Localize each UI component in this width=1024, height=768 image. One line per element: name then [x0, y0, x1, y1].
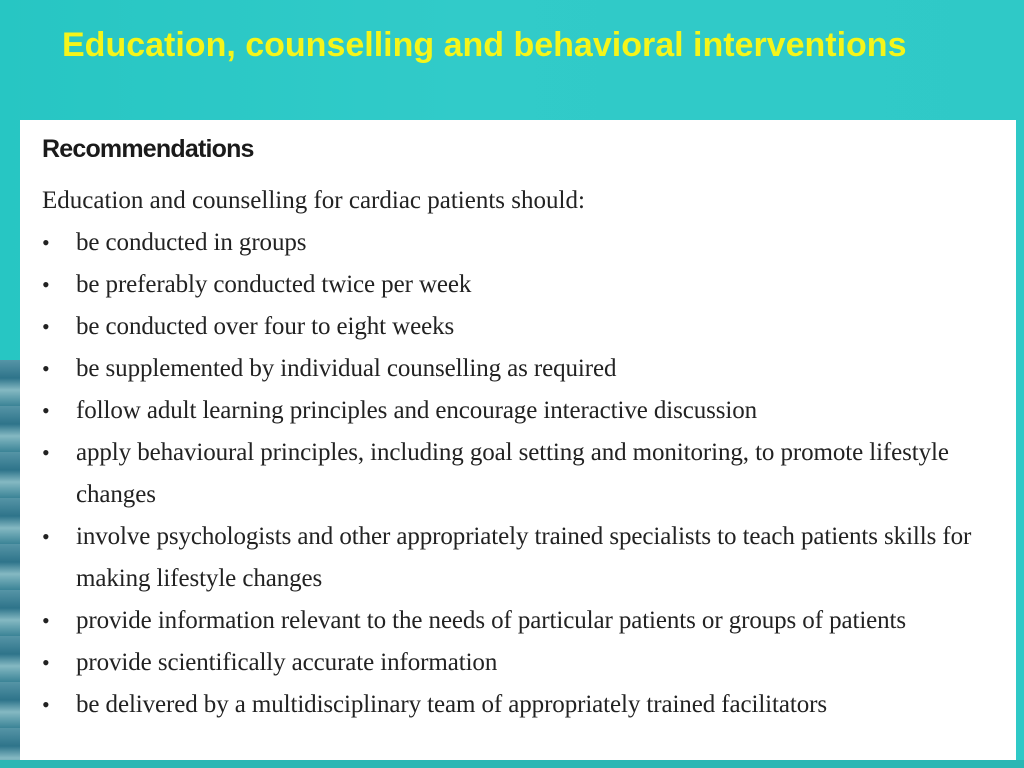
list-item-text: provide information relevant to the needs of particular patients or groups of patients: [76, 607, 907, 634]
recommendations-panel: [20, 120, 1016, 760]
list-item-text: apply behavioural principles, including goal setting and monitoring, to promote lifestyle changes: [76, 439, 949, 508]
bullet-icon: •: [42, 398, 50, 423]
list-item-text: be conducted over four to eight weeks: [76, 313, 455, 340]
list-item-text: be preferably conducted twice per week: [76, 271, 472, 298]
list-item: [42, 222, 996, 264]
bullet-icon: •: [42, 230, 50, 255]
slide-title: Education, counselling and behavioral interventions: [62, 26, 907, 64]
list-item: [42, 264, 996, 306]
bullet-icon: •: [42, 314, 50, 339]
recommendations-list: [42, 222, 996, 726]
list-item-text: be supplemented by individual counselling as required: [76, 355, 617, 382]
list-item: [42, 684, 996, 726]
bullet-icon: •: [42, 650, 50, 675]
list-item: [42, 306, 996, 348]
bullet-icon: •: [42, 524, 50, 549]
recommendations-heading: Recommendations: [42, 135, 254, 163]
bullet-icon: •: [42, 440, 50, 465]
list-item: [42, 432, 996, 516]
bullet-icon: •: [42, 272, 50, 297]
list-item: [42, 642, 996, 684]
list-item-text: provide scientifically accurate information: [76, 649, 498, 676]
list-item: [42, 348, 996, 390]
bullet-icon: •: [42, 356, 50, 381]
list-item: [42, 600, 996, 642]
list-item-text: be delivered by a multidisciplinary team of appropriately trained facilitators: [76, 691, 827, 718]
decorative-bottom-strip: [0, 760, 1024, 768]
decorative-side-pattern: [0, 360, 20, 768]
bullet-icon: •: [42, 608, 50, 633]
list-item: [42, 516, 996, 600]
list-item: [42, 390, 996, 432]
list-item-text: be conducted in groups: [76, 229, 307, 256]
list-item-text: follow adult learning principles and encourage interactive discussion: [76, 397, 758, 424]
list-item-text: involve psychologists and other appropriately trained specialists to teach patients skills for making lifestyle changes: [76, 523, 972, 592]
bullet-icon: •: [42, 692, 50, 717]
recommendations-intro: Education and counselling for cardiac patients should:: [42, 187, 585, 214]
